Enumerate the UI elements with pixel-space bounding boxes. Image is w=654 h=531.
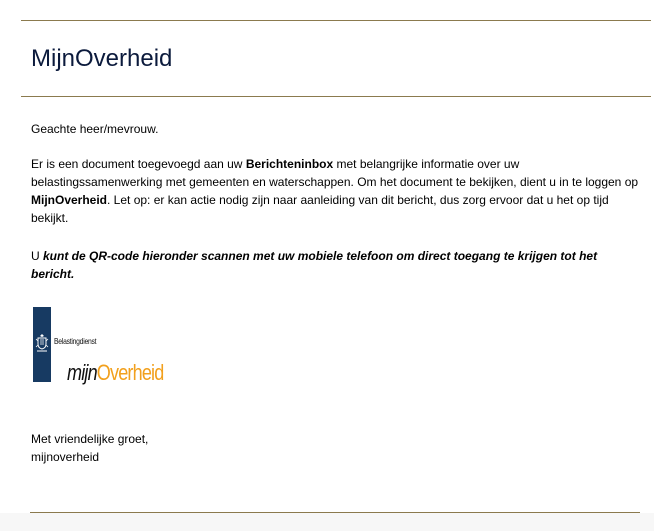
greeting-text: Geachte heer/mevrouw. <box>31 122 159 136</box>
signoff-line1: Met vriendelijke groet, <box>31 432 149 446</box>
para2-lead: U <box>31 249 43 263</box>
notification-paragraph <box>31 155 643 227</box>
logo-bar <box>33 307 51 382</box>
mijnoverheid-logo <box>33 307 164 391</box>
page-title: MijnOverheid <box>31 45 173 72</box>
signoff <box>31 430 643 466</box>
signoff-line2: mijnoverheid <box>31 450 100 464</box>
qr-instruction-emphasis: kunt de QR-code hieronder scannen met uw mobiele telefoon om direct toegang te krijgen tot het bericht. <box>31 249 598 281</box>
top-divider <box>21 20 651 21</box>
para1-text-before: Er is een document toegevoegd aan uw <box>31 157 246 171</box>
footer-band <box>0 513 654 531</box>
logo-mijn-text: mijn <box>67 360 97 385</box>
header-divider <box>21 96 651 97</box>
para1-text-middle: met belangrijke informatie over uw belastingssamenwerking met gemeenten en waterschappen. Om het document te bekijken, dient u in te loggen op <box>31 157 639 189</box>
inbox-name: Berichteninbox <box>245 157 334 171</box>
qr-instruction-paragraph <box>31 247 643 283</box>
service-name: MijnOverheid <box>31 193 108 207</box>
logo-small-text: Belastingdienst <box>54 337 97 346</box>
logo-wordmark <box>67 361 163 385</box>
logo-overheid-text: Overheid <box>96 360 164 385</box>
crest-icon <box>35 333 49 353</box>
para1-text-after: . Let op: er kan actie nodig zijn naar aanleiding van dit bericht, dus zorg ervoor dat u het op tijd bekijkt. <box>31 193 609 225</box>
